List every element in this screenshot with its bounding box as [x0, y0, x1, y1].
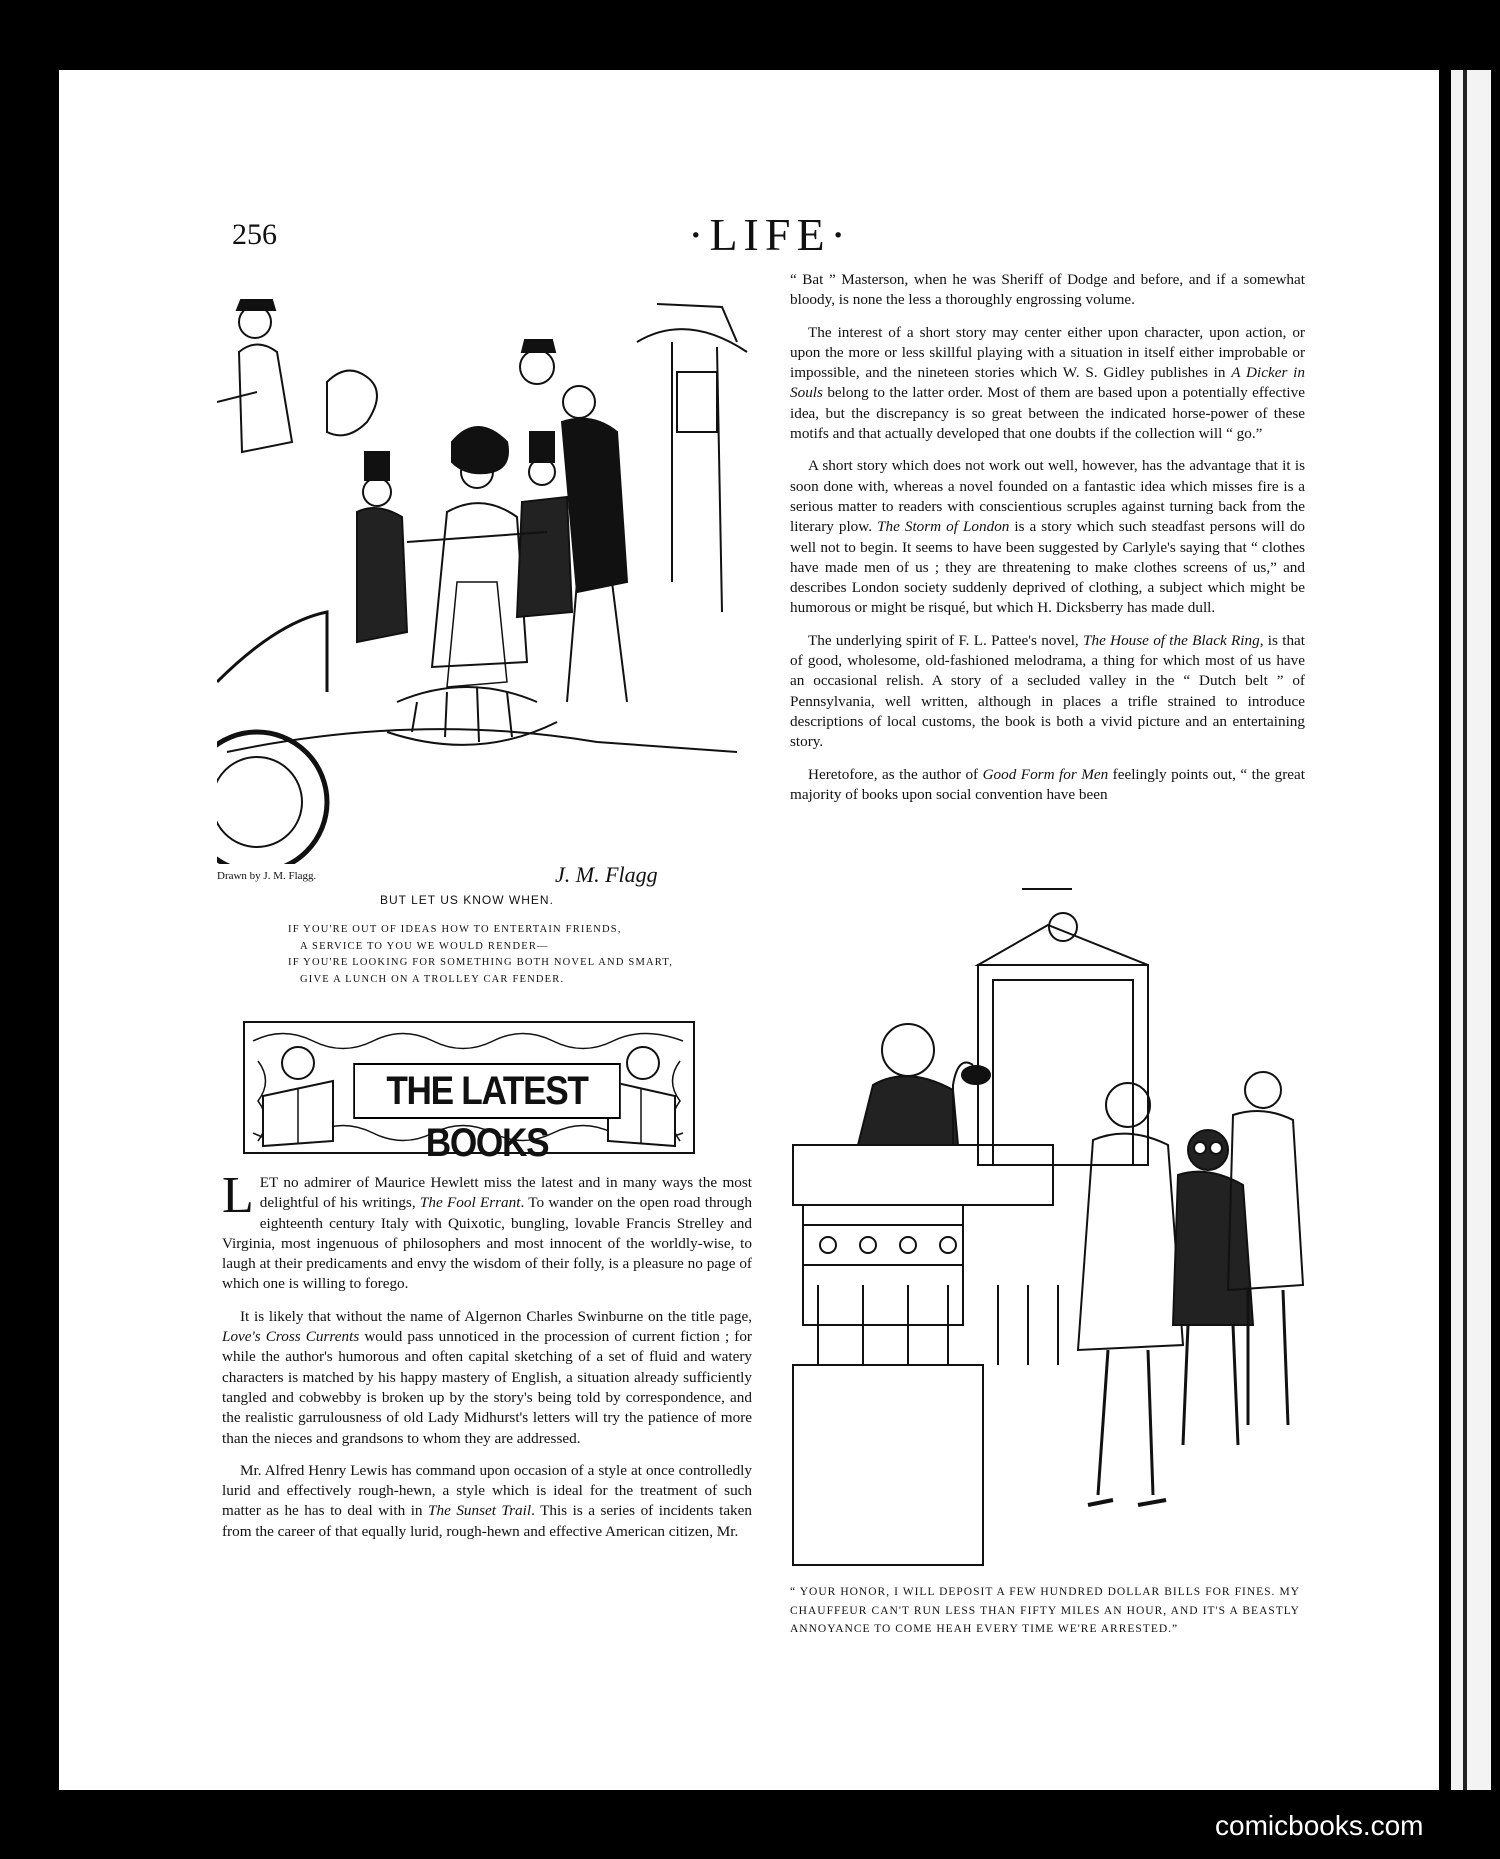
- paragraph: “ Bat ” Masterson, when he was Sheriff of Dodge and before, and if a somewhat bloody, is none the less a thoroughly engrossing volume.: [790, 271, 1305, 309]
- paragraph: It is likely that without the name of Algernon Charles Swinburne on the title page, Love's Cross Currents would pass unnoticed in the procession of current fiction ; for while the author's humorous and often capital sketching of a set of fluid and watery characters is matched by his happy mastery of English, a situation already sufficiently tangled and cobwebby is broken up by the story's being told by correspondence, and the realistic garrulousness of old Lady Midhurst's letters will try the patience of more than the nieces and grandsons to whom they are addressed.: [222, 1307, 752, 1447]
- verse-line: IF YOU'RE OUT OF IDEAS HOW TO ENTERTAIN FRIENDS,: [288, 924, 622, 935]
- paragraph: Mr. Alfred Henry Lewis has command upon occasion of a style at once controlledly lurid and effectively rough-hewn, a style which is ideal for the treatment of such matter as he has to deal with in The Sunset Trail. This is a series of incidents taken from the career of that equally lurid, rough-hewn and effective American citizen, Mr.: [222, 1461, 752, 1540]
- courtroom-illustration: [788, 905, 1306, 1570]
- artist-signature: J. M. Flagg: [555, 862, 658, 887]
- paragraph: The interest of a short story may center either upon character, upon action, or upon the more or less skillful playing with a situation in itself either improbable or impossible, and the nineteen stories which W. S. Gidley publishes in A Dicker in Souls belong to the latter order. Most of them are based upon a potentially effective idea, but the discrepancy is so great between the indicated horse-power of these motifs and that actually developed that one doubts if the collection will “ go.”: [790, 323, 1305, 443]
- book-title: Good Form for Men: [982, 765, 1109, 783]
- paragraph: LET no admirer of Maurice Hewlett miss the latest and in many ways the most delightful of his writings, The Fool Errant. To wander on the open road through eighteenth century Italy with Quixotic, bungling, lovable Francis Strelley and Virginia, most ingenuous of philosophers and most innocent of the worldly-wise, to laugh at their predicaments and envy the wisdom of their folly, is a pleasure no page of which one is willing to forego.: [222, 1167, 752, 1293]
- paragraph: The underlying spirit of F. L. Pattee's novel, The House of the Black Ring, is that of good, wholesome, old-fashioned melodrama, a thing for which most of us have an occasional relish. A story of a secluded valley in the “ Dutch belt ” of Pennsylvania, well written, although in places a trifle strained to introduce descriptions of local customs, the book is both a vivid picture and an entertaining story.: [790, 631, 1306, 751]
- cartoon-caption: “ YOUR HONOR, I WILL DEPOSIT A FEW HUNDRED DOLLAR BILLS FOR FINES. MY CHAUFFEUR CAN'T RUN LESS THAN FIFTY MILES AN HOUR, AND IT'S A BEASTLY ANNOYANCE TO COME HEAH EVERY TIME WE'RE ARRESTED.”: [790, 1586, 1300, 1636]
- page-number: 256: [232, 218, 277, 251]
- drop-cap: L: [222, 1167, 254, 1224]
- book-title: The Sunset Trail: [428, 1502, 532, 1520]
- cartoon-caption-title: BUT LET US KNOW WHEN.: [380, 893, 554, 907]
- masthead: ·LIFE·: [688, 209, 852, 260]
- cartoon-verse: [288, 922, 673, 988]
- verse-line: A SERVICE TO YOU WE WOULD RENDER—: [300, 940, 549, 952]
- right-text-column: [790, 270, 1305, 817]
- book-title: The Fool Errant: [419, 1194, 521, 1212]
- illustration-credit: Drawn by J. M. Flagg.: [217, 870, 317, 882]
- section-heading: THE LATEST BOOKS: [353, 1063, 621, 1119]
- trolley-lunch-illustration: [217, 282, 752, 864]
- column-divider: [1022, 888, 1072, 890]
- facing-page-edge: [1446, 70, 1491, 1790]
- left-text-column: [222, 1167, 752, 1554]
- paragraph: A short story which does not work out well, however, has the advantage that it is soon done with, whereas a novel founded on a fantastic idea which misses fire is a serious matter to readers with conscientious scruples against turning back from the literary plow. The Storm of London is a story which such steadfast persons will do well not to begin. It seems to have been suggested by Carlyle's saying that “ clothes have made men of us ; they are threatening to make clothes screens of us,” and describes London society suddenly deprived of clothing, a subject which might be humorous or might be risqué, but which H. Dicksberry has made dull.: [790, 457, 1306, 617]
- paragraph: Heretofore, as the author of Good Form for Men feelingly points out, “ the great majority of books upon social convention have been: [790, 765, 1305, 803]
- book-title: A Dicker in Souls: [790, 364, 1305, 402]
- book-title: The Storm of London: [877, 518, 1010, 536]
- verse-line: IF YOU'RE LOOKING FOR SOMETHING BOTH NOVEL AND SMART,: [288, 957, 674, 968]
- site-watermark: comicbooks.com: [1215, 1810, 1424, 1841]
- verse-line: GIVE A LUNCH ON A TROLLEY CAR FENDER.: [300, 973, 565, 985]
- book-title: Love's Cross Currents: [222, 1328, 360, 1346]
- book-title: The House of the Black Ring: [1083, 631, 1260, 649]
